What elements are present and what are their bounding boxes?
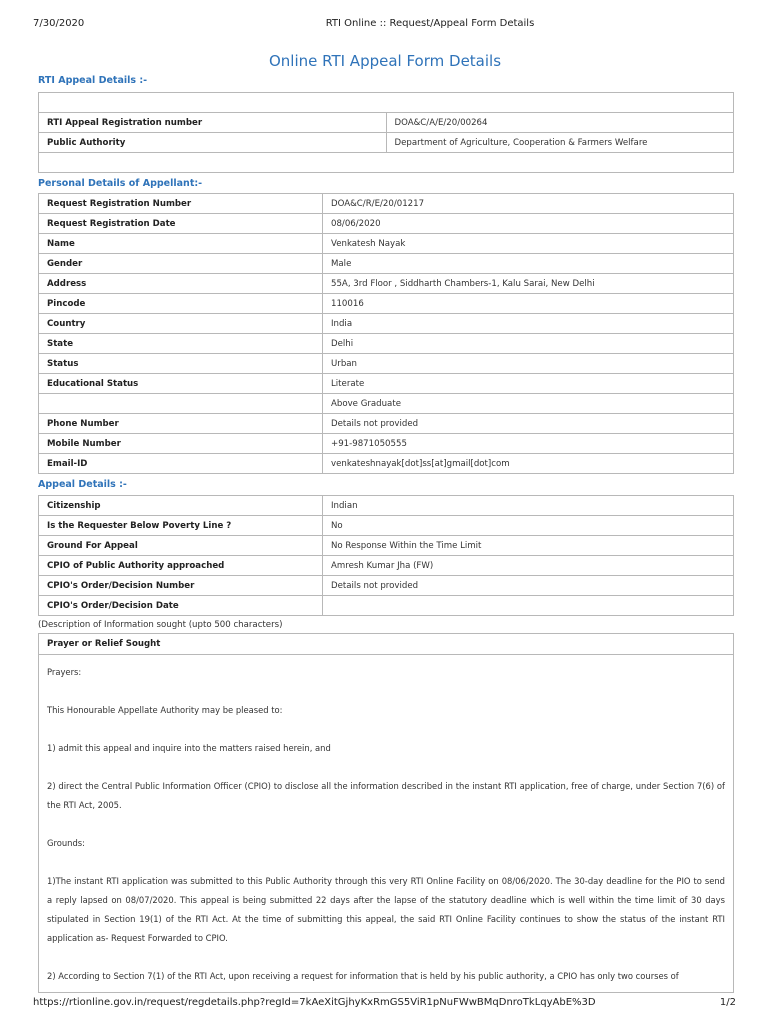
appeal-details-table [38, 495, 734, 616]
field-label: Request Registration Number [39, 194, 323, 214]
field-value: Urban [323, 354, 734, 374]
field-value: +91-9871050555 [323, 434, 734, 454]
table-row [39, 394, 734, 414]
table-row [39, 516, 734, 536]
page-title: Online RTI Appeal Form Details [268, 52, 502, 70]
prayer-heading: Prayer or Relief Sought [39, 634, 733, 655]
table-row [39, 454, 734, 474]
field-value [323, 596, 734, 616]
field-label: CPIO of Public Authority approached [39, 556, 323, 576]
field-label: CPIO's Order/Decision Date [39, 596, 323, 616]
field-label [39, 394, 323, 414]
field-value: 110016 [323, 294, 734, 314]
field-label: Country [39, 314, 323, 334]
field-value: No [323, 516, 734, 536]
footer-url: https://rtionline.gov.in/request/regdetails.php?regId=7kAeXitGjhyKxRmGS5ViR1pNuFWwBMqDnroTkLqyAbE%3D [33, 997, 596, 1008]
field-label: State [39, 334, 323, 354]
table-row [39, 133, 734, 153]
table-row [39, 596, 734, 616]
field-value: 08/06/2020 [323, 214, 734, 234]
public-authority-label: Public Authority [39, 133, 387, 153]
print-date: 7/30/2020 [33, 18, 85, 29]
field-value: Indian [323, 496, 734, 516]
prayer-paragraph: 2) According to Section 7(1) of the RTI Act, upon receiving a request for information that is held by his public authority, a CPIO has only two courses of [47, 971, 679, 981]
field-label: Educational Status [39, 374, 323, 394]
prayer-paragraph: 2) direct the Central Public Information Officer (CPIO) to disclose all the information described in the instant RTI application, free of charge, under Section 7(6) of the RTI Act, 2005. [47, 781, 725, 810]
section-rti-appeal-details: RTI Appeal Details :- [38, 75, 148, 86]
field-label: Citizenship [39, 496, 323, 516]
field-label: Phone Number [39, 414, 323, 434]
field-value: 55A, 3rd Floor , Siddharth Chambers-1, Kalu Sarai, New Delhi [323, 274, 734, 294]
field-value: India [323, 314, 734, 334]
empty-cell [39, 93, 734, 113]
empty-cell [39, 153, 734, 173]
field-value: DOA&C/R/E/20/01217 [323, 194, 734, 214]
field-value: No Response Within the Time Limit [323, 536, 734, 556]
field-label: Ground For Appeal [39, 536, 323, 556]
table-row-empty [39, 153, 734, 173]
personal-details-table [38, 193, 734, 474]
prayer-paragraph: Prayers: [47, 667, 82, 677]
field-label: Name [39, 234, 323, 254]
field-value: Delhi [323, 334, 734, 354]
table-row [39, 234, 734, 254]
field-label: Email-ID [39, 454, 323, 474]
table-row [39, 334, 734, 354]
field-value: Male [323, 254, 734, 274]
appeal-registration-value: DOA&C/A/E/20/00264 [386, 113, 734, 133]
prayer-paragraph: Grounds: [47, 838, 85, 848]
table-row [39, 374, 734, 394]
table-row [39, 294, 734, 314]
section-personal-details: Personal Details of Appellant:- [38, 178, 203, 189]
print-page-title: RTI Online :: Request/Appeal Form Details [325, 18, 535, 29]
section-appeal-details: Appeal Details :- [38, 479, 127, 490]
rti-appeal-table [38, 92, 734, 173]
table-row [39, 434, 734, 454]
prayer-body [39, 655, 733, 986]
table-row [39, 556, 734, 576]
field-label: Pincode [39, 294, 323, 314]
table-row-empty [39, 93, 734, 113]
prayer-paragraph: This Honourable Appellate Authority may be pleased to: [47, 705, 283, 715]
field-label: Status [39, 354, 323, 374]
field-value: Above Graduate [323, 394, 734, 414]
table-row [39, 576, 734, 596]
footer-page-number: 1/2 [719, 997, 736, 1008]
appeal-registration-label: RTI Appeal Registration number [39, 113, 387, 133]
field-label: Gender [39, 254, 323, 274]
field-value: Details not provided [323, 576, 734, 596]
table-row [39, 254, 734, 274]
field-label: Mobile Number [39, 434, 323, 454]
public-authority-value: Department of Agriculture, Cooperation & Farmers Welfare [386, 133, 734, 153]
field-value: Literate [323, 374, 734, 394]
prayer-paragraph: 1)The instant RTI application was submitted to this Public Authority through this very RTI Online Facility on 08/06/2020. The 30-day deadline for the PIO to send a reply lapsed on 08/07/2020. This appeal is being submitted 22 days after the lapse of the statutory deadline which is well within the time limit of 30 days stipulated in Section 19(1) of the RTI Act. At the time of submitting this appeal, the said RTI Online Facility continues to show the status of the instant RTI application as- Request Forwarded to CPIO. [47, 876, 725, 943]
field-label: Address [39, 274, 323, 294]
table-row [39, 354, 734, 374]
field-label: Is the Requester Below Poverty Line ? [39, 516, 323, 536]
table-row [39, 414, 734, 434]
table-row [39, 113, 734, 133]
table-row [39, 536, 734, 556]
field-label: Request Registration Date [39, 214, 323, 234]
field-value: Venkatesh Nayak [323, 234, 734, 254]
prayer-paragraph: 1) admit this appeal and inquire into the matters raised herein, and [47, 743, 331, 753]
description-note: (Description of Information sought (upto 500 characters) [38, 620, 283, 630]
table-row [39, 314, 734, 334]
field-label: CPIO's Order/Decision Number [39, 576, 323, 596]
field-value: venkateshnayak[dot]ss[at]gmail[dot]com [323, 454, 734, 474]
field-value: Details not provided [323, 414, 734, 434]
table-row [39, 214, 734, 234]
table-row [39, 194, 734, 214]
table-row [39, 496, 734, 516]
field-value: Amresh Kumar Jha (FW) [323, 556, 734, 576]
prayer-box [38, 633, 734, 993]
table-row [39, 274, 734, 294]
